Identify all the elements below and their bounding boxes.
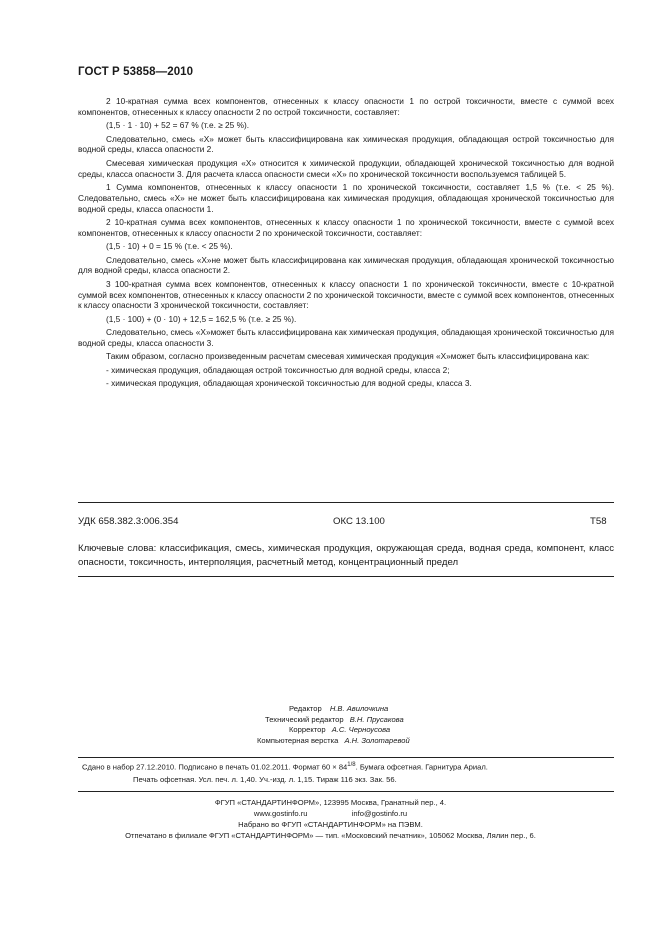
- publisher-address: ФГУП «СТАНДАРТИНФОРМ», 123995 Москва, Гранатный пер., 4.: [214, 798, 447, 807]
- publishing-line-1: [82, 762, 488, 772]
- paragraph: 2 10-кратная сумма всех компонентов, отнесенных к классу опасности 1 по острой токсичности, вместе с суммой всех компонентов, отнесенных к классу опасности 2 по острой токсичности, составляет:: [78, 96, 614, 117]
- document-body: [78, 96, 614, 391]
- tech-editor-label: Технический редактор: [265, 714, 344, 724]
- publishing-info: . Бумага офсетная. Гарнитура Ариал.: [355, 762, 488, 772]
- paragraph: Следовательно, смесь «X»может быть классифицирована как химическая продукция, обладающая хронической токсичностью для водной среды, класса опасности 3.: [78, 327, 614, 348]
- keywords: Ключевые слова: классификация, смесь, химическая продукция, окружающая среда, водная среда, компонент, класс опасности, токсичность, интерполяция, расчетный метод, концентрационный предел: [78, 543, 614, 568]
- divider: [78, 502, 614, 503]
- tech-editor-name: В.Н. Прусакова: [349, 714, 404, 724]
- divider: [78, 791, 614, 792]
- category-code: Т58: [590, 516, 607, 527]
- list-item: - химическая продукция, обладающая хронической токсичностью для водной среды, класса 3.: [106, 378, 472, 389]
- paragraph: Следовательно, смесь «X» может быть классифицирована как химическая продукция, обладающая острой токсичностью для водной среды, класса опасности 2.: [78, 133, 614, 155]
- publisher-web: [0, 809, 661, 818]
- paragraph: Смесевая химическая продукция «X» относится к химической продукции, обладающей хронической токсичностью для водной среды, класса опасности 3. Для расчета класса опасности смеси «X» по хронической токсичности воспользуемся таблицей 5.: [78, 157, 614, 179]
- paragraph: 1 Сумма компонентов, отнесенных к классу опасности 1 по хронической токсичности, составляет 1,5 % (т.е. < 25 %). Следовательно, смесь «X» не может быть классифицирована как химическая продукция, обладающая хронической токсичностью для водной среды, класса опасности 1.: [78, 181, 614, 214]
- editor-label: Редактор: [289, 704, 322, 713]
- corrector-name: А.С. Черноусова: [331, 725, 391, 735]
- paragraph: Таким образом, согласно произведенным расчетам смесевая химическая продукция «X»может быть классифицирована как:: [106, 351, 590, 362]
- layout-label: Компьютерная верстка: [257, 735, 339, 745]
- format-fraction: 1/8: [347, 762, 356, 768]
- paragraph: 2 10-кратная сумма всех компонентов, отнесенных к классу опасности 1 по хронической токсичности, вместе с суммой всех компонентов, отнесенных к классу опасности 2 по хронической токсичности, составляет:: [78, 216, 614, 238]
- paragraph: 3 100-кратная сумма всех компонентов, отнесенных к классу опасности 1 по хронической токсичности, вместе с 10-кратной суммой всех компонентов, отнесенных к классу опасности 2 по хронической токсичности, вместе с суммой всех компонентов, отнесенных к классу опасности 3 хронической токсичности, составляет:: [78, 278, 614, 311]
- editor-name: Н.В. Авилочкина: [329, 704, 389, 713]
- website-link[interactable]: www.gostinfo.ru: [253, 809, 308, 818]
- divider: [78, 576, 614, 577]
- formula: (1,5 · 100) + (0 · 10) + 12,5 = 162,5 % (т.е. ≥ 25 %).: [106, 313, 297, 324]
- udk-code: УДК 658.382.3:006.354: [78, 516, 179, 527]
- formula: (1,5 · 1 · 10) + 52 = 67 % (т.е. ≥ 25 %).: [106, 120, 250, 131]
- corrector-label: Корректор: [289, 725, 326, 735]
- standard-number: ГОСТ Р 53858—2010: [78, 66, 194, 78]
- email-link[interactable]: info@gostinfo.ru: [351, 809, 408, 818]
- divider: [78, 757, 614, 758]
- typeset-info: Набрано во ФГУП «СТАНДАРТИНФОРМ» на ПЭВМ.: [238, 820, 423, 829]
- oks-code: ОКС 13.100: [333, 516, 385, 527]
- formula: (1,5 · 10) + 0 = 15 % (т.е. < 25 %).: [106, 241, 233, 252]
- publishing-info: Сдано в набор 27.12.2010. Подписано в печать 01.02.2011. Формат 60 × 84: [82, 762, 348, 772]
- publishing-line-2: Печать офсетная. Усл. печ. л. 1,40. Уч.-изд. л. 1,15. Тираж 116 экз. Зак. 56.: [133, 775, 397, 784]
- list-item: - химическая продукция, обладающая острой токсичностью для водной среды, класса 2;: [106, 364, 450, 375]
- print-info: Отпечатано в филиале ФГУП «СТАНДАРТИНФОРМ» — тип. «Московский печатник», 105062 Москва, Лялин пер., 6.: [125, 831, 536, 840]
- layout-name: А.Н. Золотаревой: [344, 735, 410, 745]
- paragraph: Следовательно, смесь «X»не может быть классифицирована как химическая продукция, обладающая хронической токсичностью для водной среды, класса опасности 2.: [78, 254, 614, 276]
